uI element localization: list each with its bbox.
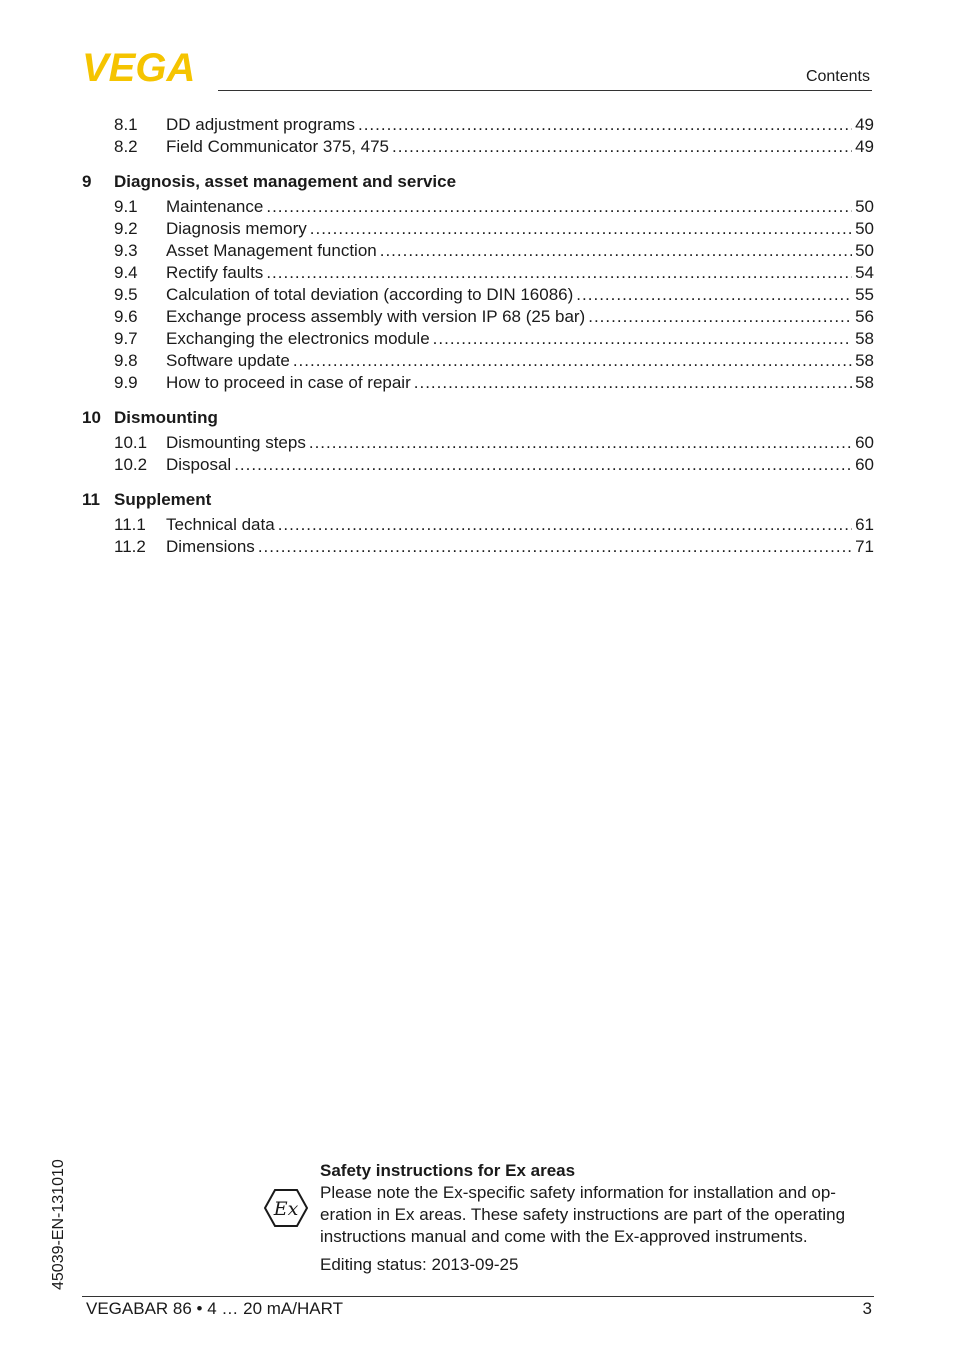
table-of-contents bbox=[82, 114, 874, 558]
toc-leader-dots bbox=[234, 454, 852, 476]
toc-entry-title: DD adjustment programs bbox=[166, 115, 355, 134]
toc-leader-dots bbox=[310, 218, 852, 240]
toc-chapter-number: 10 bbox=[82, 408, 101, 427]
toc-entry-page: 49 bbox=[855, 137, 874, 156]
toc-entry-title: Technical data bbox=[166, 515, 275, 534]
toc-entry-number: 10.1 bbox=[114, 433, 148, 452]
toc-entry-number: 9.8 bbox=[114, 351, 138, 370]
toc-entry-title: How to proceed in case of repair bbox=[166, 373, 411, 392]
toc-entry-number: 9.5 bbox=[114, 285, 138, 304]
toc-entry[interactable] bbox=[82, 372, 874, 394]
toc-leader-dots bbox=[576, 284, 852, 306]
safety-notice bbox=[320, 1160, 876, 1276]
toc-chapter-heading[interactable] bbox=[82, 406, 874, 430]
editing-status: Editing status: 2013-09-25 bbox=[320, 1255, 519, 1274]
header-divider bbox=[218, 90, 872, 91]
toc-leader-dots bbox=[309, 432, 852, 454]
footer-divider bbox=[82, 1296, 874, 1297]
toc-entry-page: 58 bbox=[855, 351, 874, 370]
toc-entry-page: 50 bbox=[855, 241, 874, 260]
toc-entry[interactable] bbox=[82, 454, 874, 476]
vega-logo bbox=[82, 50, 212, 84]
toc-leader-dots bbox=[414, 372, 852, 394]
toc-entry[interactable] bbox=[82, 284, 874, 306]
toc-entry-title: Asset Management function bbox=[166, 241, 377, 260]
toc-entry-page: 50 bbox=[855, 219, 874, 238]
logo-text: VEGA bbox=[82, 50, 196, 84]
toc-chapter-heading[interactable] bbox=[82, 170, 874, 194]
toc-entry[interactable] bbox=[82, 350, 874, 372]
toc-entry-number: 9.1 bbox=[114, 197, 138, 216]
toc-entry-number: 8.1 bbox=[114, 115, 138, 134]
toc-entry-title: Dimensions bbox=[166, 537, 255, 556]
toc-entry-number: 9.3 bbox=[114, 241, 138, 260]
toc-entry-number: 9.4 bbox=[114, 263, 138, 282]
toc-leader-dots bbox=[278, 514, 852, 536]
toc-entry[interactable] bbox=[82, 262, 874, 284]
svg-text:Ex: Ex bbox=[273, 1198, 299, 1220]
toc-entry-title: Dismounting steps bbox=[166, 433, 306, 452]
toc-entry-title: Field Communicator 375, 475 bbox=[166, 137, 390, 156]
toc-chapter-title: Diagnosis, asset management and service bbox=[114, 172, 457, 191]
toc-entry[interactable] bbox=[82, 218, 874, 240]
toc-entry-page: 56 bbox=[855, 307, 874, 326]
toc-entry-page: 58 bbox=[855, 373, 874, 392]
toc-chapter-number: 9 bbox=[82, 172, 92, 191]
toc-entry-title: Maintenance bbox=[166, 197, 264, 216]
toc-leader-dots bbox=[258, 536, 852, 558]
toc-leader-dots bbox=[358, 114, 852, 136]
toc-entry[interactable] bbox=[82, 328, 874, 350]
ex-hexagon-icon bbox=[264, 1188, 308, 1228]
toc-entry-page: 60 bbox=[855, 455, 874, 474]
toc-entry-number: 11.1 bbox=[114, 515, 146, 534]
toc-entry-page: 61 bbox=[855, 515, 874, 534]
toc-leader-dots bbox=[392, 136, 852, 158]
toc-entry-page: 50 bbox=[855, 197, 874, 216]
toc-entry[interactable] bbox=[82, 536, 874, 558]
toc-entry-title: Exchange process assembly with version IP 68 (25 bar) bbox=[166, 307, 586, 326]
toc-entry-title: Diagnosis memory bbox=[166, 219, 307, 238]
safety-heading: Safety instructions for Ex areas bbox=[320, 1161, 576, 1180]
toc-entry-title: Disposal bbox=[166, 455, 232, 474]
toc-entry[interactable] bbox=[82, 114, 874, 136]
toc-entry[interactable] bbox=[82, 306, 874, 328]
toc-entry-title: Software update bbox=[166, 351, 290, 370]
toc-entry[interactable] bbox=[82, 240, 874, 262]
toc-entry[interactable] bbox=[82, 196, 874, 218]
toc-leader-dots bbox=[380, 240, 852, 262]
header-title: Contents bbox=[805, 68, 870, 85]
document-code: 45039-EN-131010 bbox=[50, 1159, 67, 1290]
toc-entry-page: 58 bbox=[855, 329, 874, 348]
toc-entry-number: 9.7 bbox=[114, 329, 138, 348]
toc-entry-number: 9.6 bbox=[114, 307, 138, 326]
toc-entry-page: 55 bbox=[855, 285, 874, 304]
toc-leader-dots bbox=[588, 306, 852, 328]
toc-entry-title: Exchanging the electronics module bbox=[166, 329, 430, 348]
toc-entry[interactable] bbox=[82, 136, 874, 158]
toc-chapter-number: 11 bbox=[82, 490, 100, 509]
toc-entry-page: 60 bbox=[855, 433, 874, 452]
toc-entry-number: 8.2 bbox=[114, 137, 138, 156]
toc-leader-dots bbox=[266, 196, 852, 218]
toc-entry-page: 49 bbox=[855, 115, 874, 134]
safety-body: Please note the Ex-specific safety information for installation and op-eration in Ex areas. These safety instructions are part of the operating instructions manual and come with the Ex-approved instruments. bbox=[320, 1183, 846, 1246]
toc-entry-title: Rectify faults bbox=[166, 263, 264, 282]
toc-entry[interactable] bbox=[82, 514, 874, 536]
toc-entry-number: 11.2 bbox=[114, 537, 146, 556]
toc-chapter-heading[interactable] bbox=[82, 488, 874, 512]
toc-entry[interactable] bbox=[82, 432, 874, 454]
toc-chapter-title: Dismounting bbox=[114, 408, 218, 427]
toc-leader-dots bbox=[293, 350, 852, 372]
toc-leader-dots bbox=[433, 328, 852, 350]
toc-entry-page: 71 bbox=[855, 537, 874, 556]
footer-product: VEGABAR 86 • 4 … 20 mA/HART bbox=[86, 1299, 343, 1318]
toc-entry-number: 9.2 bbox=[114, 219, 138, 238]
toc-leader-dots bbox=[266, 262, 852, 284]
toc-entry-number: 10.2 bbox=[114, 455, 148, 474]
toc-entry-number: 9.9 bbox=[114, 373, 138, 392]
toc-entry-title: Calculation of total deviation (according to DIN 16086) bbox=[166, 285, 574, 304]
page-number: 3 bbox=[862, 1299, 872, 1318]
toc-chapter-title: Supplement bbox=[114, 490, 212, 509]
toc-entry-page: 54 bbox=[855, 263, 874, 282]
